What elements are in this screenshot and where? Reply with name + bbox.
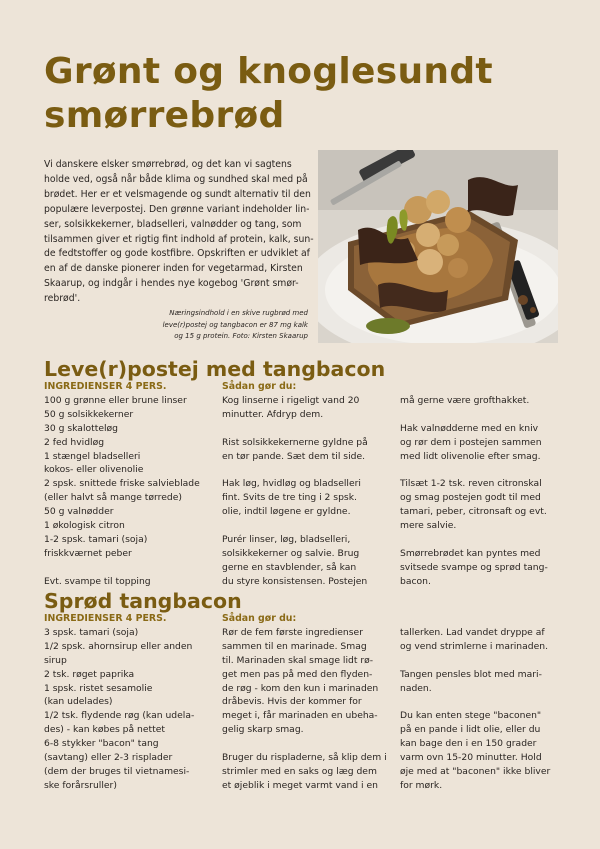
text-line: med lidt olivenolie efter smag. — [400, 450, 541, 462]
caption-line: og 15 g protein. Foto: Kirsten Skaarup — [174, 332, 308, 340]
ingredients-tangbacon — [44, 612, 218, 793]
text-line: solsikkekerner og salvie. Brug — [222, 547, 360, 559]
ingredients-label: INGREDIENSER 4 PERS. — [44, 381, 167, 392]
intro-line: Vi danskere elsker smørrebrød, og det kan vi sagtens — [44, 159, 292, 170]
intro-line: Skaarup, og indgår i hendes nye kogebog 'Grønt smør- — [44, 278, 299, 290]
spacer — [400, 654, 558, 668]
intro-line: holde ved, også når både klima og sundhed skal med på — [44, 173, 308, 185]
smorrebrod-photo-illustration — [318, 150, 558, 343]
method-tangbacon-col1 — [222, 612, 387, 793]
method-text — [400, 626, 558, 793]
text-line: Purér linser, løg, bladselleri, — [222, 533, 351, 545]
text-line: 50 g valnødder — [44, 506, 114, 518]
text-line: må gerne være grofthakket. — [400, 395, 530, 406]
method-tangbacon-col2 — [400, 626, 558, 793]
text-line: ske forårsruller) — [44, 779, 117, 791]
spacer — [222, 422, 380, 436]
title-line-1: Grønt og knoglesundt — [44, 51, 493, 92]
intro-line: populære leverpostej. Den grønne variant indeholder lin- — [44, 203, 310, 215]
text-line: bacon. — [400, 575, 431, 587]
method-label: Sådan gør du: — [222, 613, 297, 624]
method-label: Sådan gør du: — [222, 381, 297, 392]
spacer — [44, 561, 218, 575]
intro-line: de fedtstoffer og gode kostfibre. Opskriften er udviklet af — [44, 248, 310, 260]
text-line: dråbevis. Hvis der kommer for — [222, 696, 362, 708]
photo-caption — [140, 308, 308, 343]
method-text — [222, 394, 380, 589]
spacer — [222, 519, 380, 533]
text-line: (eller halvt så mange tørrede) — [44, 492, 182, 504]
text-line: 1 stængel bladselleri — [44, 450, 141, 462]
text-line: et øjeblik i meget varmt vand i en — [222, 779, 379, 791]
method-text — [222, 626, 387, 793]
text-line: (dem der bruges til vietnamesi- — [44, 765, 190, 777]
intro-line: en af de danske pionerer inden for vegetarmad, Kirsten — [44, 263, 303, 275]
text-line: 2 tsk. røget paprika — [44, 668, 135, 680]
text-line: des) - kan købes på nettet — [44, 724, 165, 736]
text-line: svitsede svampe og sprød tang- — [400, 561, 548, 573]
text-line: Tilsæt 1-2 tsk. reven citronskal — [400, 478, 542, 490]
text-line: olie, indtil løgene er gyldne. — [222, 506, 351, 518]
ingredients-label: INGREDIENSER 4 PERS. — [44, 613, 167, 624]
text-line: du styre konsistensen. Postejen — [222, 575, 368, 587]
text-line: 1/2 tsk. flydende røg (kan udela- — [44, 710, 195, 722]
text-line: 30 g skalotteløg — [44, 422, 118, 434]
text-line: meget i, får marinaden en ubeha- — [222, 710, 378, 722]
text-line: 1 spsk. ristet sesamolie — [44, 682, 153, 694]
text-line: øje med at "baconen" ikke bliver — [400, 766, 551, 778]
method-text — [400, 394, 558, 589]
text-line: sammen til en marinade. Smag — [222, 640, 367, 652]
text-line: en tør pande. Sæt dem til side. — [222, 450, 366, 462]
food-photo — [318, 150, 558, 343]
text-line: (kan udelades) — [44, 696, 113, 708]
text-line: varm ovn 15-20 minutter. Hold — [400, 752, 542, 764]
text-line: på en pande i lidt olie, eller du — [400, 724, 541, 736]
text-line: Bruger du rispladerne, så klip dem i — [222, 752, 387, 764]
text-line: 3 spsk. tamari (soja) — [44, 626, 139, 638]
text-line: og smag postejen godt til med — [400, 492, 541, 504]
text-line: mere salvie. — [400, 520, 457, 532]
title-line-2: smørrebrød — [44, 95, 285, 136]
text-line: strimler med en saks og læg dem — [222, 765, 377, 777]
spacer — [400, 408, 558, 422]
ingredients-postej — [44, 380, 218, 589]
spacer — [222, 737, 380, 751]
text-line: de røg - kom den kun i marinaden — [222, 682, 379, 694]
page-title — [44, 50, 584, 138]
text-line: Evt. svampe til topping — [44, 575, 151, 587]
text-line: Kog linserne i rigeligt vand 20 — [222, 394, 360, 406]
ingredient-list — [44, 626, 218, 793]
text-line: tallerken. Lad vandet dryppe af — [400, 627, 545, 638]
intro-line: tilsammen giver et rigtig fint indhold af protein, kalk, sun- — [44, 233, 314, 245]
text-line: friskkværnet peber — [44, 547, 132, 559]
text-line: Tangen pensles blot med mari- — [400, 668, 542, 680]
text-line: 1/2 spsk. ahornsirup eller anden — [44, 640, 193, 652]
spacer — [400, 464, 558, 478]
text-line: Hak løg, hvidløg og bladselleri — [222, 478, 361, 490]
ingredient-list — [44, 394, 218, 589]
caption-line: Næringsindhold i en skive rugbrød med — [169, 309, 308, 317]
text-line: 6-8 stykker "bacon" tang — [44, 738, 159, 750]
spacer — [400, 533, 558, 547]
text-line: Rør de fem første ingredienser — [222, 626, 363, 638]
intro-line: ser, solsikkekerner, bladselleri, valnødder og tang, som — [44, 218, 302, 230]
section-heading-tangbacon: Sprød tangbacon — [44, 589, 242, 613]
intro-paragraph — [44, 158, 314, 307]
text-line: til. Marinaden skal smage lidt rø- — [222, 654, 374, 666]
caption-line: leve(r)postej og tangbacon er 87 mg kalk — [162, 320, 308, 329]
method-postej-col1 — [222, 380, 380, 589]
section-heading-postej: Leve(r)postej med tangbacon — [44, 357, 386, 381]
text-line: tamari, peber, citronsaft og evt. — [400, 506, 547, 518]
text-line: sirup — [44, 654, 67, 666]
text-line: fint. Svits de tre ting i 2 spsk. — [222, 492, 357, 504]
text-line: kokos- eller olivenolie — [44, 464, 144, 476]
text-line: 50 g solsikkekerner — [44, 408, 134, 420]
text-line: 2 fed hvidløg — [44, 436, 105, 448]
spacer — [222, 463, 380, 477]
text-line: og rør dem i postejen sammen — [400, 436, 542, 448]
text-line: og vend strimlerne i marinaden. — [400, 640, 548, 652]
text-line: minutter. Afdryp dem. — [222, 408, 324, 420]
text-line: for mørk. — [400, 779, 443, 791]
text-line: 100 g grønne eller brune linser — [44, 394, 187, 406]
text-line: Du kan enten stege "baconen" — [400, 710, 542, 722]
text-line: get men pas på med den flyden- — [222, 668, 373, 680]
text-line: Hak valnødderne med en kniv — [400, 422, 539, 434]
text-line: gelig skarp smag. — [222, 724, 304, 736]
spacer — [400, 696, 558, 710]
text-line: (savtang) eller 2-3 risplader — [44, 752, 173, 764]
text-line: 1 økologisk citron — [44, 520, 125, 532]
text-line: 1-2 spsk. tamari (soja) — [44, 533, 148, 545]
method-postej-col2 — [400, 394, 558, 589]
text-line: gerne en stavblender, så kan — [222, 561, 357, 573]
intro-line: brødet. Her er et velsmagende og sundt alternativ til den — [44, 188, 311, 200]
intro-line: rebrød'. — [44, 293, 81, 305]
text-line: 2 spsk. snittede friske salvieblade — [44, 478, 200, 490]
text-line: Smørrebrødet kan pyntes med — [400, 547, 541, 559]
text-line: Rist solsikkekernerne gyldne på — [222, 436, 368, 448]
text-line: naden. — [400, 682, 432, 694]
text-line: kan bage den i en 150 grader — [400, 738, 537, 750]
